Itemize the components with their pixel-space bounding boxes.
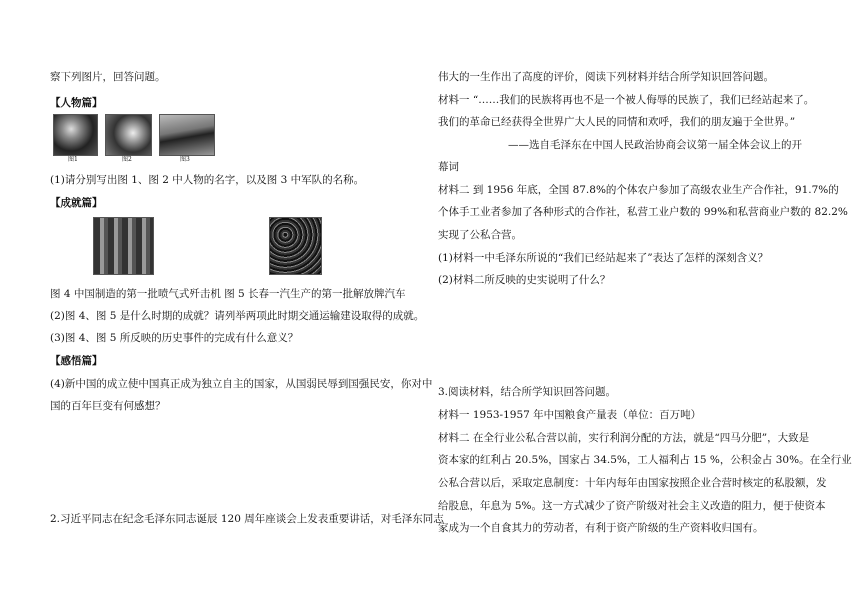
question-3-intro: 3.阅读材料，结合所学知识回答问题。 bbox=[438, 386, 617, 398]
question-3-material-1: 材料一 1953-1957 年中国粮食产量表（单位：百万吨） bbox=[438, 409, 702, 421]
main-question-2: 2.习近平同志在纪念毛泽东同志诞辰 120 周年座谈会上发表重要讲话，对毛泽东同志 bbox=[50, 513, 444, 525]
question-3-material-2-line-5: 家成为一个自食其力的劳动者，有利于资产阶级的生产资料收归国有。 bbox=[438, 522, 764, 534]
figure-4-5-caption: 图 4 中国制造的第一批喷气式歼击机 图 5 长春一汽生产的第一批解放牌汽车 bbox=[50, 288, 406, 300]
question-4-line-1: (4)新中国的成立使中国真正成为独立自主的国家，从国弱民辱到国强民安，你对中 bbox=[50, 378, 433, 390]
material-1-source-end: 幕词 bbox=[438, 161, 459, 173]
figure-4-photo bbox=[93, 217, 154, 275]
intro-text: 察下列图片，回答问题。 bbox=[50, 71, 166, 83]
question-3-material-2-line-4: 给股息，年息为 5%。这一方式减少了资产阶级对社会主义改造的阻力，便于使资本 bbox=[438, 500, 826, 512]
question-1: (1)请分别写出图 1、图 2 中人物的名字，以及图 3 中军队的名称。 bbox=[50, 174, 365, 186]
figure-5-photo bbox=[269, 217, 322, 275]
figure-3-caption: 图3 bbox=[180, 156, 190, 163]
question-3: (3)图 4、图 5 所反映的历史事件的完成有什么意义？ bbox=[50, 332, 299, 344]
figure-1-caption: 图1 bbox=[68, 156, 78, 163]
material-2-line-1: 材料二 到 1956 年底，全国 87.8%的个体农户参加了高级农业生产合作社，91.7%的 bbox=[438, 184, 839, 196]
figure-1-photo bbox=[53, 114, 98, 156]
figure-2-photo bbox=[105, 114, 152, 156]
section-people-heading: 【人物篇】 bbox=[50, 97, 103, 109]
q2-continuation: 伟大的一生作出了高度的评价，阅读下列材料并结合所学知识回答问题。 bbox=[438, 71, 774, 83]
material-2-line-3: 实现了公私合营。 bbox=[438, 229, 522, 241]
material-2-line-2: 个体手工业者参加了各种形式的合作社，私营工业户数的 99%和私营商业户数的 82.2% bbox=[438, 206, 848, 218]
figure-3-photo bbox=[159, 114, 215, 156]
question-2: (2)图 4、图 5 是什么时期的成就？请列举两项此时期交通运输建设取得的成就。 bbox=[50, 310, 425, 322]
sub-question-2: (2)材料二所反映的史实说明了什么？ bbox=[438, 274, 611, 286]
question-3-material-2-line-2: 资本家的红利占 20.5%，国家占 34.5%，工人福利占 15 %，公积金占 30%。在全行业 bbox=[438, 454, 852, 466]
right-column bbox=[438, 0, 852, 608]
question-4-line-2: 国的百年巨变有何感想？ bbox=[50, 400, 166, 412]
material-1-source: ——选自毛泽东在中国人民政治协商会议第一届全体会议上的开 bbox=[508, 139, 802, 151]
left-column bbox=[50, 0, 444, 608]
question-3-material-2-line-1: 材料二 在全行业公私合营以前，实行利润分配的方法，就是“四马分肥”，大致是 bbox=[438, 432, 810, 444]
material-1-line-2: 我们的革命已经获得全世界广大人民的同情和欢呼，我们的朋友遍于全世界。” bbox=[438, 116, 796, 128]
sub-question-1: (1)材料一中毛泽东所说的“我们已经站起来了”表达了怎样的深刻含义？ bbox=[438, 252, 769, 264]
question-3-material-2-line-3: 公私合营以后，采取定息制度：十年内每年由国家按照企业合营时核定的私股额，发 bbox=[438, 477, 827, 489]
figure-2-caption: 图2 bbox=[122, 156, 132, 163]
section-achievement-heading: 【成就篇】 bbox=[50, 197, 103, 209]
material-1-line-1: 材料一 “……我们的民族将再也不是一个被人侮辱的民族了，我们已经站起来了。 bbox=[438, 94, 815, 106]
section-reflection-heading: 【感悟篇】 bbox=[50, 355, 103, 367]
